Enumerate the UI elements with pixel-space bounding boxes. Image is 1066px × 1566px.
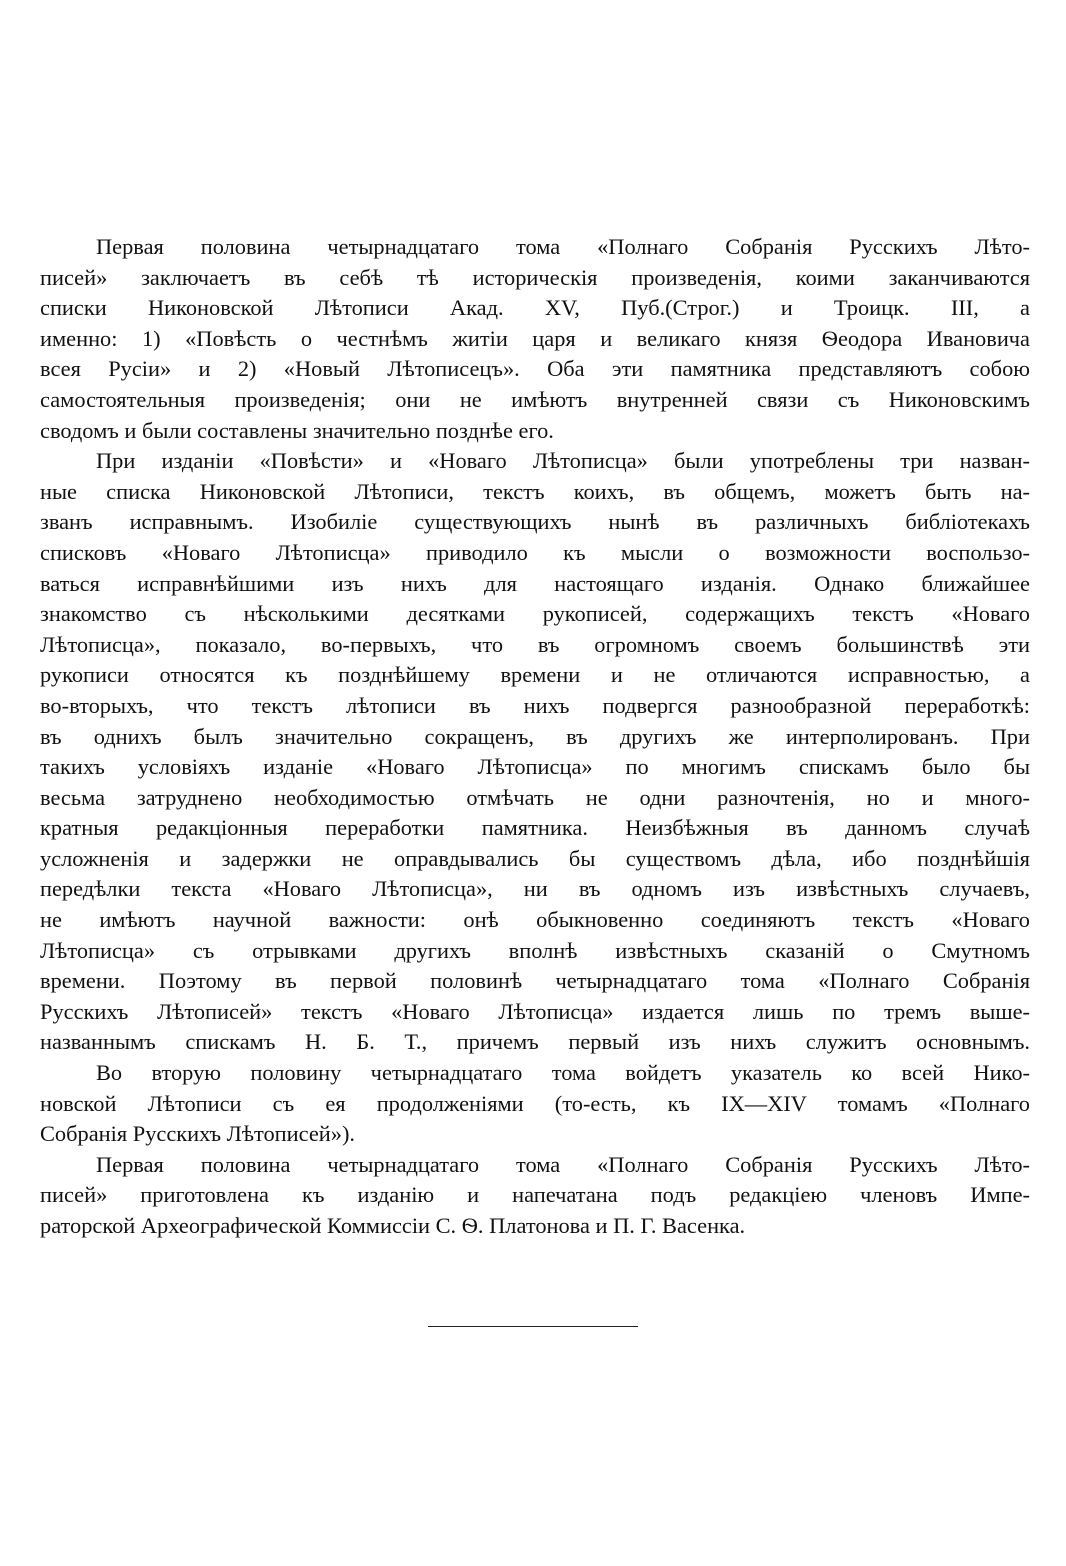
- text-line: Лѣтописца», показало, во-первыхъ, что въ огромномъ своемъ большинствѣ эти: [40, 631, 1030, 657]
- text-line: списки Никоновской Лѣтописи Акад. XV, Пуб.(Строг.) и Троицк. III, а: [40, 295, 1030, 321]
- text-line: Первая половина четырнадцатаго тома «Полнаго Собранія Русскихъ Лѣто-: [96, 234, 1030, 259]
- paragraph-3: [40, 1058, 1030, 1150]
- text-line: времени. Поэтому въ первой половинѣ четырнадцатаго тома «Полнаго Собранія: [40, 968, 1030, 994]
- text-line: сводомъ и были составлены значительно позднѣе его.: [40, 417, 554, 443]
- text-line: Во вторую половину четырнадцатаго тома войдетъ указатель ко всей Нико-: [96, 1060, 1030, 1086]
- text-line: рукописи относятся къ позднѣйшему времени и не отличаются исправностью, а: [40, 662, 1030, 688]
- text-line: Собранія Русскихъ Лѣтописей»).: [40, 1121, 356, 1147]
- text-line: ваться исправнѣйшими изъ нихъ для настоящаго изданія. Однако ближайшее: [40, 570, 1030, 596]
- text-line: именно: 1) «Повѣсть о честнѣмъ житіи царя и великаго князя Ѳеодора Ивановича: [40, 325, 1030, 351]
- paragraph-4: [40, 1150, 1030, 1242]
- text-line: При изданіи «Повѣсти» и «Новаго Лѣтописца» были употреблены три назван-: [96, 448, 1030, 474]
- text-line: званъ исправнымъ. Изобиліе существующихъ нынѣ въ различныхъ библіотекахъ: [40, 509, 1030, 535]
- text-line: новской Лѣтописи съ ея продолженіями (то-есть, къ IX—XIV томамъ «Полнаго: [40, 1090, 1030, 1116]
- text-line: весьма затруднено необходимостью отмѣчать не одни разночтенія, но и много-: [40, 784, 1030, 810]
- text-line: Русскихъ Лѣтописей» текстъ «Новаго Лѣтописца» издается лишь по тремъ выше-: [40, 998, 1030, 1024]
- text-line: во-вторыхъ, что текстъ лѣтописи въ нихъ подвергся разнообразной переработкѣ:: [40, 692, 1030, 718]
- preface-text: [40, 232, 1030, 1242]
- text-line: такихъ условіяхъ изданіе «Новаго Лѣтописца» по многимъ спискамъ было бы: [40, 754, 1030, 780]
- text-line: названнымъ спискамъ Н. Б. Т., причемъ первый изъ нихъ служитъ основнымъ.: [40, 1029, 1030, 1055]
- text-line: въ однихъ былъ значительно сокращенъ, въ другихъ же интерполированъ. При: [40, 723, 1030, 749]
- text-line: знакомство съ нѣсколькими десятками рукописей, содержащихъ текстъ «Новаго: [40, 601, 1030, 627]
- text-line: усложненія и задержки не оправдывались бы существомъ дѣла, ибо позднѣйшія: [40, 845, 1030, 871]
- text-line: самостоятельныя произведенія; они не имѣютъ внутренней связи съ Никоновскимъ: [40, 386, 1030, 412]
- text-line: писей» заключаетъ въ себѣ тѣ историческія произведенія, коими заканчиваются: [40, 264, 1030, 290]
- text-line: раторской Археографической Коммиссіи С. Ѳ. Платонова и П. Г. Васенка.: [40, 1213, 746, 1238]
- paragraph-1: [40, 232, 1030, 446]
- text-line: не имѣютъ научной важности: онѣ обыкновенно соединяютъ текстъ «Новаго: [40, 907, 1030, 933]
- text-line: кратныя редакціонныя переработки памятника. Неизбѣжныя въ данномъ случаѣ: [40, 815, 1030, 841]
- end-divider-rule: [428, 1326, 638, 1327]
- text-line: Лѣтописца» съ отрывками другихъ вполнѣ извѣстныхъ сказаній о Смутномъ: [40, 937, 1030, 963]
- paragraph-2: [40, 446, 1030, 1058]
- text-line: писей» приготовлена къ изданію и напечатана подъ редакціею членовъ Импе-: [40, 1182, 1030, 1208]
- text-line: списковъ «Новаго Лѣтописца» приводило къ мысли о возможности воспользо-: [40, 539, 1030, 565]
- text-line: передѣлки текста «Новаго Лѣтописца», ни въ одномъ изъ извѣстныхъ случаевъ,: [40, 876, 1030, 902]
- text-line: ные списка Никоновской Лѣтописи, текстъ коихъ, въ общемъ, можетъ быть на-: [40, 478, 1030, 504]
- text-line: Первая половина четырнадцатаго тома «Полнаго Собранія Русскихъ Лѣто-: [96, 1151, 1030, 1177]
- text-line: всея Русіи» и 2) «Новый Лѣтописецъ». Оба эти памятника представляютъ собою: [40, 356, 1030, 382]
